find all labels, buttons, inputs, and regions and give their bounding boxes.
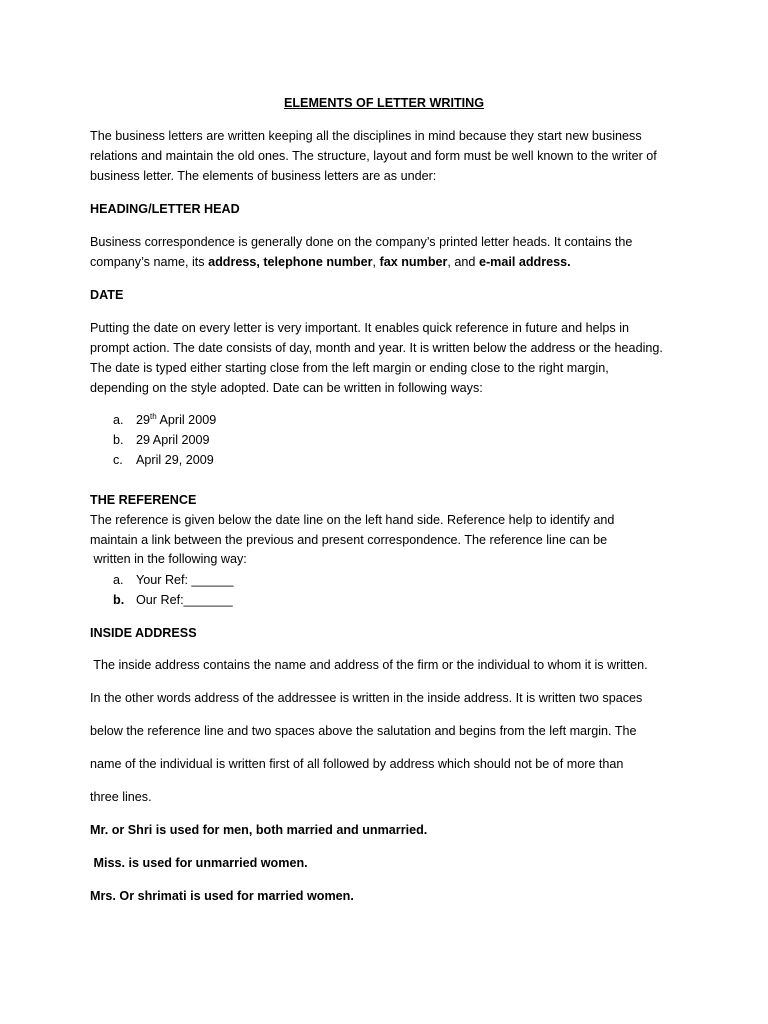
inside-address-line-5: three lines. [90, 790, 152, 804]
salutation-note-men: Mr. or Shri is used for men, both married and unmarried. [90, 823, 428, 837]
heading-line-2-sep1: , [372, 255, 380, 269]
inside-address-line-1: The inside address contains the name and address of the firm or the individual to whom it is written. [90, 658, 648, 672]
salutation-note-miss: Miss. is used for unmarried women. [90, 856, 308, 870]
date-item-marker: c. [113, 453, 123, 467]
reference-line-3: written in the following way: [90, 552, 247, 566]
date-item-marker: a. [113, 413, 124, 427]
date-line-2: prompt action. The date consists of day, month and year. It is written below the address or the heading. [90, 341, 663, 355]
date-item: April 29, 2009 [136, 453, 214, 467]
intro-line-2: relations and maintain the old ones. The structure, layout and form must be well known to the writer of [90, 149, 657, 163]
date-item-suffix: th [150, 412, 157, 421]
date-line-3: The date is typed either starting close from the left margin or ending close to the right margin, [90, 361, 609, 375]
date-item-marker: b. [113, 433, 124, 447]
date-item [136, 410, 216, 430]
inside-address-line-3: below the reference line and two spaces above the salutation and begins from the left margin. The [90, 724, 637, 738]
reference-line-1: The reference is given below the date line on the left hand side. Reference help to identify and [90, 513, 615, 527]
date-line-1: Putting the date on every letter is very important. It enables quick reference in future and helps in [90, 321, 630, 335]
reference-line-2: maintain a link between the previous and present correspondence. The reference line can be [90, 533, 608, 547]
inside-address-line-4: name of the individual is written first of all followed by address which should not be of more than [90, 757, 624, 771]
bold-fax: fax number [379, 255, 448, 269]
date-section-title: DATE [90, 288, 124, 302]
inside-address-section-title: INSIDE ADDRESS [90, 626, 197, 640]
date-item-rest: April 2009 [156, 413, 217, 427]
inside-address-line-2: In the other words address of the addressee is written in the inside address. It is written two spaces [90, 691, 643, 705]
intro-line-3: business letter. The elements of business letters are as under: [90, 169, 437, 183]
heading-line-1: Business correspondence is generally done on the company’s printed letter heads. It contains the [90, 235, 633, 249]
salutation-note-mrs: Mrs. Or shrimati is used for married women. [90, 889, 354, 903]
bold-email: e-mail address. [478, 255, 571, 269]
reference-item-marker: b. [113, 593, 125, 607]
reference-item: Your Ref: ______ [136, 573, 234, 587]
bold-address-phone: address, telephone number [208, 255, 373, 269]
reference-section-title: THE REFERENCE [90, 493, 197, 507]
heading-line-2 [90, 252, 690, 272]
date-line-4: depending on the style adopted. Date can be written in following ways: [90, 381, 483, 395]
date-item-day: 29 [136, 413, 151, 427]
reference-item: Our Ref:_______ [136, 593, 233, 607]
intro-line-1: The business letters are written keeping all the disciplines in mind because they start new business [90, 129, 642, 143]
heading-section-title: HEADING/LETTER HEAD [90, 202, 240, 216]
date-item: 29 April 2009 [136, 433, 210, 447]
heading-line-2-sep2: , and [447, 255, 479, 269]
reference-item-marker: a. [113, 573, 124, 587]
heading-line-2-text: company’s name, its [90, 255, 209, 269]
document-title: ELEMENTS OF LETTER WRITING [283, 96, 485, 110]
